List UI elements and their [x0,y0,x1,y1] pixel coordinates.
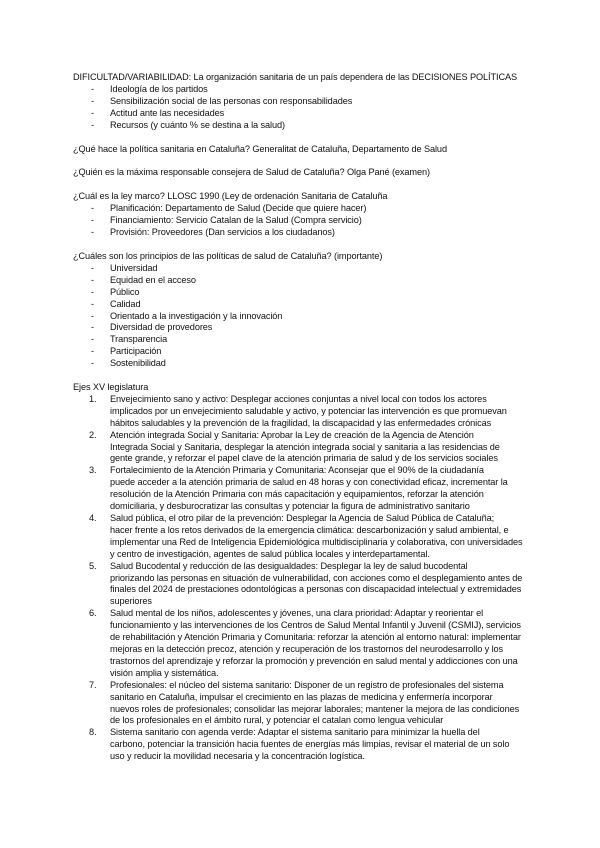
ejes-list [73,394,533,763]
list-item: - Público [73,287,533,299]
item-text-line: resolución de la Atención Primaria con más capacitación y equipamientos, reforzar la atención [110,489,484,500]
item-text-line: de rehabilitación y Atención Primaria y Comunitaria: reforzar la atención al entorno natural: implementar [110,632,521,643]
question-consejera: ¿Quién es la máxima responsable consejera de Salud de Cataluña? Olga Pané (examen) [73,167,430,178]
item-text-line: Integrada Social y Sanitaria, desplegar la atención integrada social y sanitaria a las residencias de [110,441,500,452]
item-number: 5. [89,560,97,571]
item-text-line: funcionamiento y las intervenciones de los Centros de Salud Mental Infantil y Juvenil (CSMIJ), servicios [110,620,521,631]
numbered-item [73,561,531,609]
item-text-line: Salud Bucodental y reducción de las desigualdades: Desplegar la ley de salud bucodental [110,560,468,571]
item-number: 6. [89,608,97,619]
item-text-line: Envejecimiento sano y activo: Desplegar acciones conjuntas a nivel local con todos los actores [110,393,487,404]
list-item: - Provisión: Proveedores (Dan servicios a los ciudadanos) [73,227,533,239]
item-text-line: implementar una Red de Inteligencia Epidemiológica multidisciplinaria y colaborativa, con universidades [110,536,523,547]
item-text-line: Salud mental de los niños, adolescentes y jóvenes, una clara prioridad: Adaptar y reorientar el [110,608,484,619]
item-text-line: y centro de investigación, agentes de salud pública locales y interdepartamental. [110,548,430,559]
item-text-line: trastornos del aprendizaje y reforzar la promoción y prevención en salud mental y addicciones con una [110,655,518,666]
list-item: - Orientado a la investigación y la innovación [73,311,533,323]
item-text-line: superiores [110,596,152,607]
item-text-line: hábitos saludables y la prevención de la fragilidad, la discapacidad y las enfermedades crónicas [110,417,492,428]
list-item: - Sensibilización social de las personas con responsabilidades [73,96,533,108]
numbered-item [73,680,531,728]
item-number: 8. [89,727,97,738]
item-number: 7. [89,679,97,690]
item-number: 4. [89,513,97,523]
list-item: - Transparencia [73,334,533,346]
item-text-line: Atención integrada Social y Sanitaria: Aprobar la Ley de creación de la Agencia de Atención [110,429,474,440]
item-text-line: puede acceder a la atención primaria de salud en 48 horas y con conectividad eficaz, incrementar la [110,477,508,488]
list-item: - Diversidad de provedores [73,322,533,334]
dificultad-heading: DIFICULTAD/VARIABILIDAD: La organización sanitaria de un país dependera de las DECISIONES POLÍTICAS [73,72,518,82]
item-text-line: Sistema sanitario con agenda verde: Adaptar el sistema sanitario para minimizar la huella del [110,727,480,738]
principios-heading: ¿Cuáles son los principios de las políticas de salud de Cataluña? (importante) [73,250,383,261]
ejes-heading: Ejes XV legislatura [73,382,149,393]
item-number: 2. [89,429,97,440]
numbered-item [73,394,531,430]
item-text-line: domiciliaria, y desburocratizar las consultas y potenciar la figura de administrativo sanitario [110,501,470,512]
marco-list [73,203,533,239]
item-text-line: implicados por un envejecimiento saludable y activo, y potenciar las intervención es que promuevan [110,405,507,416]
principios-list [73,263,533,370]
list-item: - Financiamiento: Servicio Catalan de la Salud (Compra servicio) [73,215,533,227]
item-text-line: nuevos roles de profesionales; consolidar las mejorar laborales; mantener la mejora de las condiciones [110,703,520,714]
item-text-line: carbono, potenciar la transición hacia fuentes de energías más limpias, revisar el material de un solo [110,739,510,750]
item-text-line: Salud pública, el otro pilar de la prevención: Desplegar la Agencia de Salud Pública de Cataluña; [110,513,495,523]
item-number: 1. [89,393,97,404]
item-text-line: hacer frente a los retos derivados de la emergencia climática: descarbonización y salud ambiental, e [110,524,509,535]
list-item: - Calidad [73,299,533,311]
numbered-item [73,513,531,561]
question-politica: ¿Qué hace la política sanitaria en Cataluña? Generalitat de Cataluña, Departamento de Salud [73,143,447,154]
list-item: - Actitud ante las necesidades [73,108,533,120]
list-item: - Universidad [73,263,533,275]
list-item: - Ideología de los partidos [73,84,533,96]
item-text-line: finales del 2024 de prestaciones odontológicas a personas con discapacidad intelectual y extremidades [110,584,522,595]
numbered-item [73,430,531,466]
document-page [73,72,533,763]
marco-heading: ¿Cuál es la ley marco? LLOSC 1990 (Ley de ordenación Sanitaria de Cataluña [73,191,388,202]
item-number: 3. [89,465,97,476]
list-item: - Equidad en el acceso [73,275,533,287]
list-item: - Planificación: Departamento de Salud (Decide que quiere hacer) [73,203,533,215]
item-text-line: mejoras en la detección precoz, atención y recuperación de los trastornos del neurodesarrollo y los [110,643,504,654]
numbered-item [73,727,531,763]
numbered-item [73,608,531,679]
list-item: - Sostenibilidad [73,358,533,370]
item-text-line: uso y reducir la movilidad necesaria y la concentración logística. [110,751,365,762]
item-text-line: visión amplia y sistemática. [110,667,219,678]
item-text-line: sanitario en Cataluña, impulsar el crecimiento en las plazas de medicina y enfermería incorporar [110,691,493,702]
item-text-line: Profesionales: el núcleo del sistema sanitario: Disponer de un registro de profesionales del sistema [110,679,504,690]
item-text-line: priorizando las personas en situación de vulnerabilidad, con acciones como el desplegamiento antes de [110,572,523,583]
item-text-line: Fortalecimiento de la Atención Primaria y Comunitaria: Aconsejar que el 90% de la ciudadanía [110,465,484,476]
list-item: - Participación [73,346,533,358]
dificultad-list [73,84,533,132]
list-item: - Recursos (y cuánto % se destina a la salud) [73,120,533,132]
item-text-line: de los profesionales en el ámbito rural, y potenciar el catalan como lengua vehicular [110,715,444,726]
item-text-line: gente grande, y reforzar el papel clave de la atención primaria de salud y de los servicios sociales [110,453,498,464]
numbered-item [73,465,531,513]
